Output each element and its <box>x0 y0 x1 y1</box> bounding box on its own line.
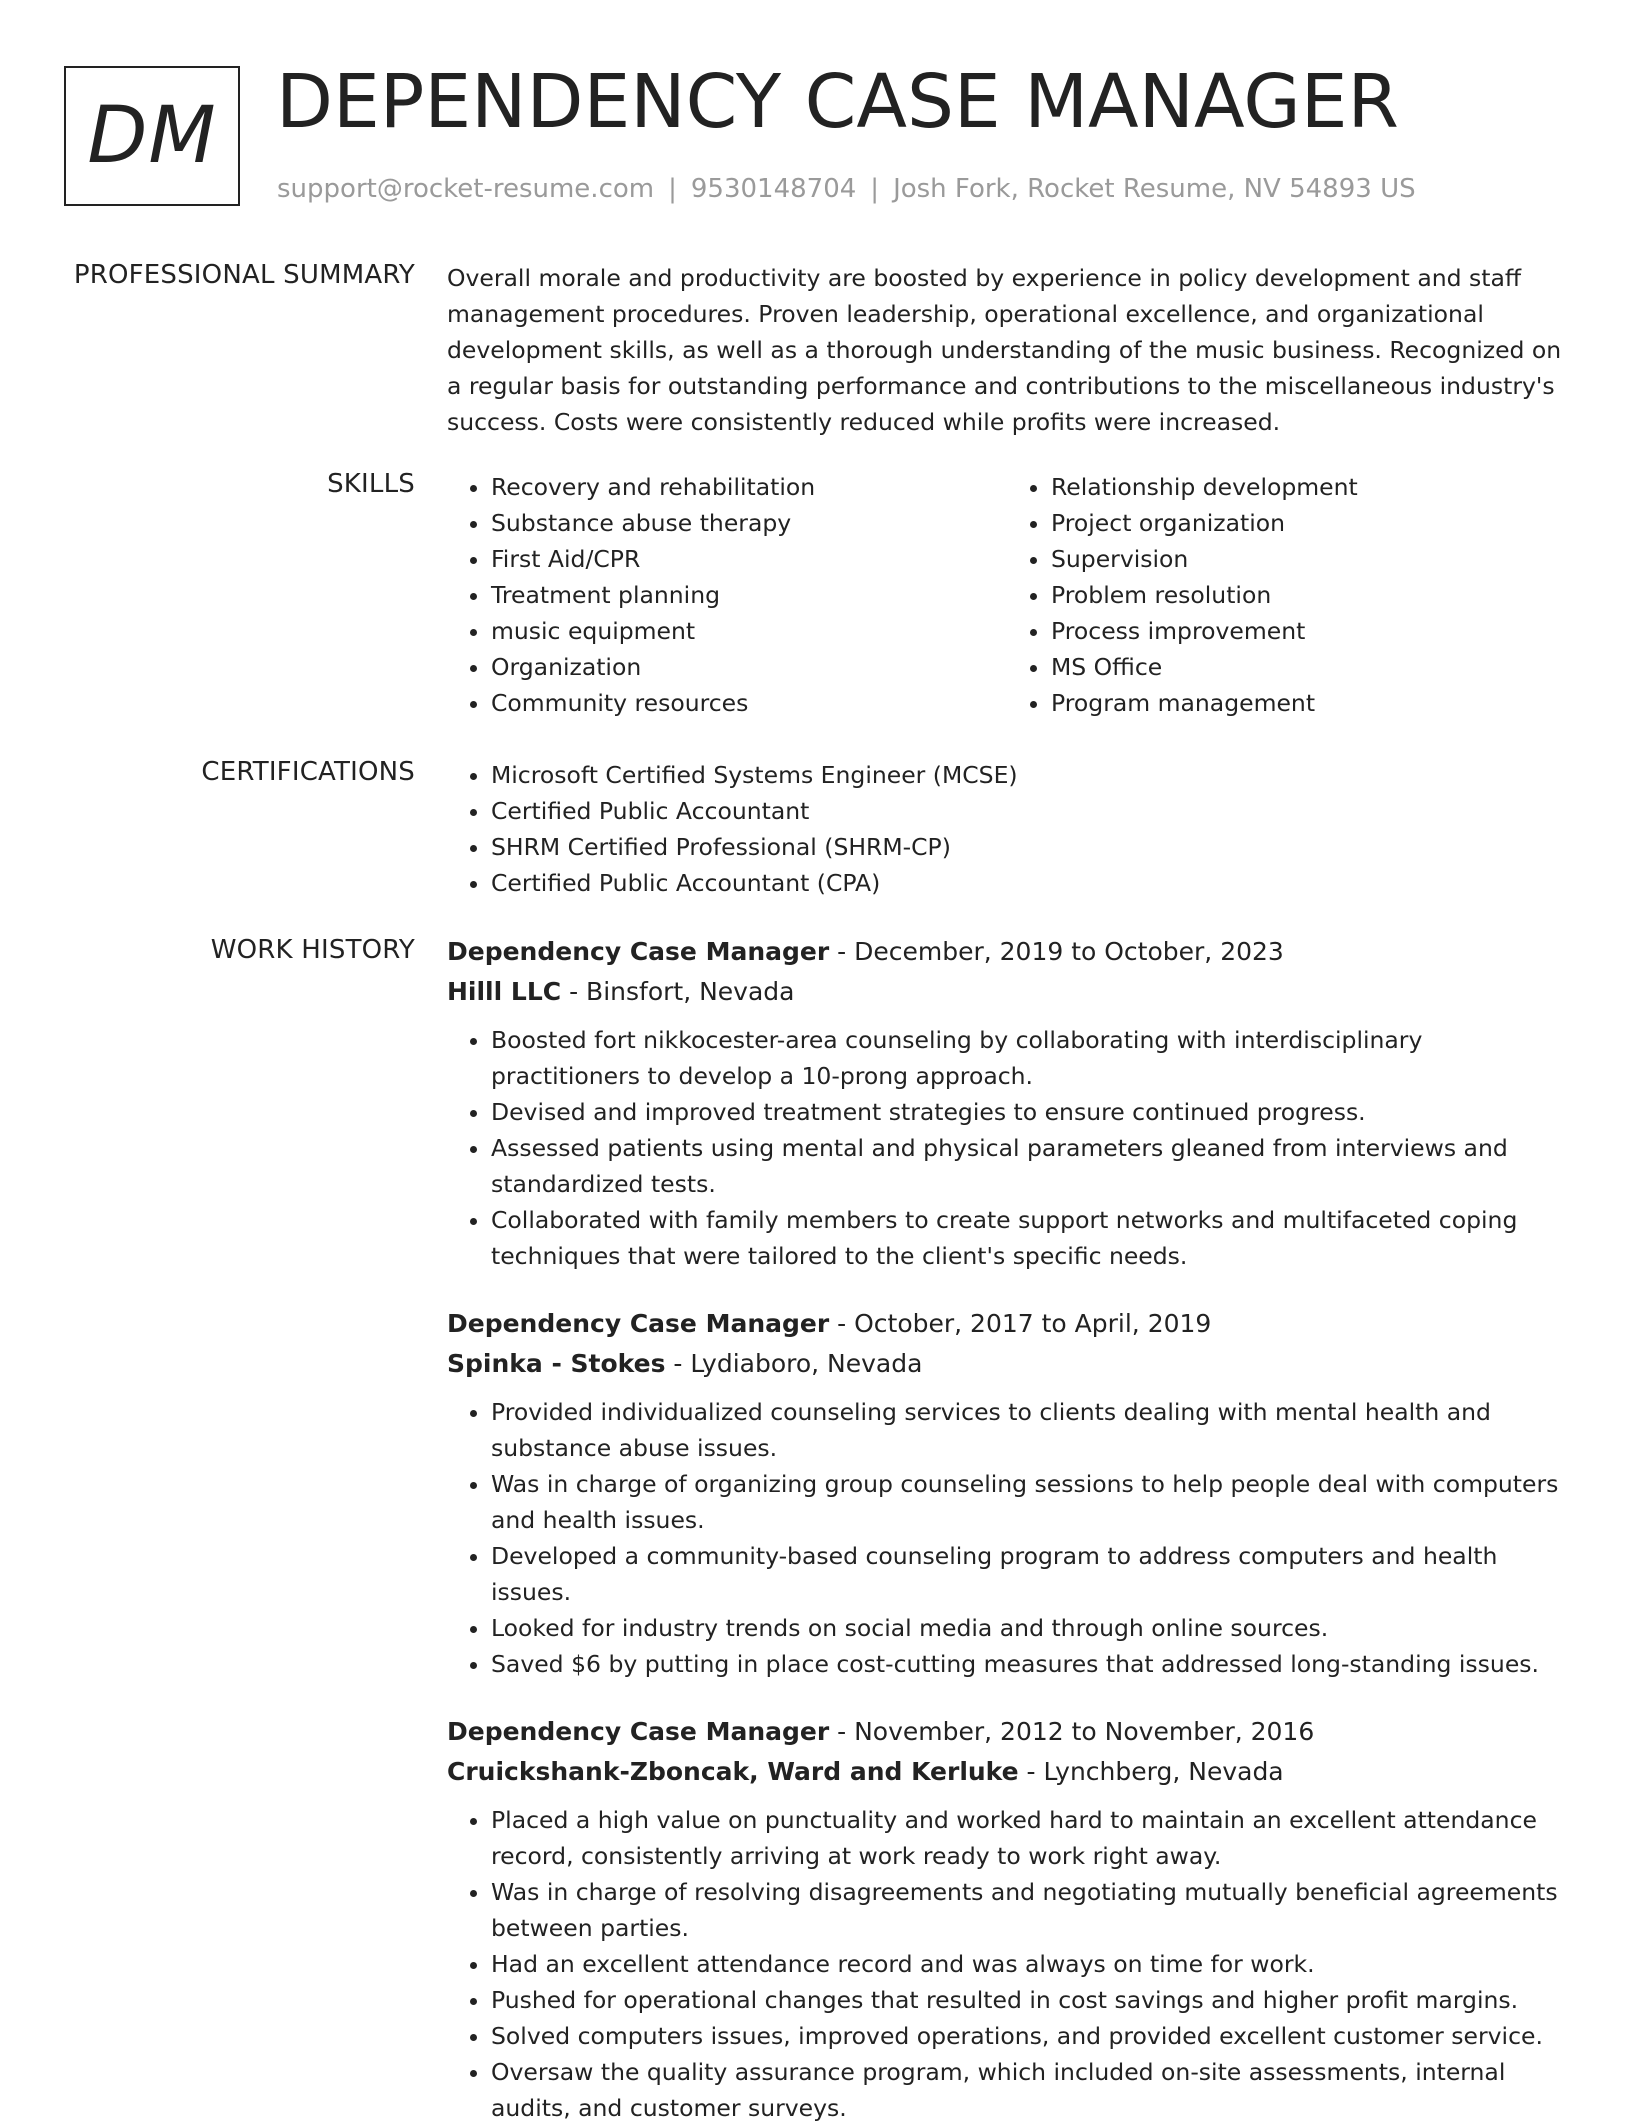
list-item: • Process improvement <box>1051 613 1567 649</box>
job-role: Dependency Case Manager <box>447 1309 830 1338</box>
section-title-work: WORK HISTORY <box>210 935 415 965</box>
list-item: • Treatment planning <box>491 577 1007 613</box>
skills-body <box>447 469 1567 721</box>
page-title: DEPENDENCY CASE MANAGER <box>276 59 1399 145</box>
section-title-summary: PROFESSIONAL SUMMARY <box>73 260 415 290</box>
job-location: Lydiaboro, Nevada <box>690 1349 923 1378</box>
list-item: • Boosted fort nikkocester-area counseling by collaborating with interdisciplinary practitioners to develop a 10-prong approach. <box>491 1022 1567 1094</box>
list-item: • Collaborated with family members to create support networks and multifaceted coping techniques that were tailored to the client's specific needs. <box>491 1202 1567 1274</box>
list-item: • Relationship development <box>1051 469 1567 505</box>
skills-list-left <box>447 469 1007 721</box>
job-company: Spinka - Stokes <box>447 1349 666 1378</box>
job-dates: December, 2019 to October, 2023 <box>854 937 1284 966</box>
list-item: • Oversaw the quality assurance program, which included on-site assessments, internal audits, and customer surveys. <box>491 2054 1567 2126</box>
job-role: Dependency Case Manager <box>447 937 830 966</box>
job-company: Hilll LLC <box>447 977 562 1006</box>
list-item: • Had an excellent attendance record and was always on time for work. <box>491 1946 1567 1982</box>
list-item: • Organization <box>491 649 1007 685</box>
list-item: • music equipment <box>491 613 1007 649</box>
list-item: • Looked for industry trends on social media and through online sources. <box>491 1610 1567 1646</box>
list-item: • Substance abuse therapy <box>491 505 1007 541</box>
job-bullets <box>447 1394 1567 1682</box>
summary-body <box>447 260 1567 440</box>
section-title-certifications: CERTIFICATIONS <box>201 757 415 787</box>
job-role-line: Dependency Case Manager - October, 2017 to April, 2019 <box>447 1309 1212 1338</box>
job-company-line: Spinka - Stokes - Lydiaboro, Nevada <box>447 1349 923 1378</box>
job-entry <box>447 1712 1567 2126</box>
list-item: • SHRM Certified Professional (SHRM-CP) <box>491 829 1567 865</box>
job-company: Cruickshank-Zboncak, Ward and Kerluke <box>447 1757 1019 1786</box>
job-location: Lynchberg, Nevada <box>1043 1757 1284 1786</box>
job-bullets <box>447 1022 1567 1274</box>
job-location: Binsfort, Nevada <box>586 977 795 1006</box>
list-item: • Certified Public Accountant <box>491 793 1567 829</box>
monogram-logo: DM <box>64 66 240 206</box>
list-item: • MS Office <box>1051 649 1567 685</box>
contact-line <box>277 174 1416 204</box>
job-role-line: Dependency Case Manager - December, 2019 to October, 2023 <box>447 937 1284 966</box>
phone-text: 9530148704 <box>690 174 857 204</box>
list-item: • Assessed patients using mental and physical parameters gleaned from interviews and standardized tests. <box>491 1130 1567 1202</box>
work-body <box>447 932 1567 2126</box>
separator: | <box>870 174 880 204</box>
certifications-body <box>447 757 1567 901</box>
certifications-list <box>447 757 1567 901</box>
job-role: Dependency Case Manager <box>447 1717 830 1746</box>
job-company-line: Hilll LLC - Binsfort, Nevada <box>447 977 795 1006</box>
list-item: • Provided individualized counseling services to clients dealing with mental health and substance abuse issues. <box>491 1394 1567 1466</box>
list-item: • Community resources <box>491 685 1007 721</box>
summary-text: Overall morale and productivity are boosted by experience in policy development and staff management procedures. Proven leadership, operational excellence, and organizational development skills, as well as a thorough understanding of the music business. Recognized on a regular basis for outstanding performance and contributions to the miscellaneous industry's success. Costs were consistently reduced while profits were increased. <box>447 264 1562 436</box>
job-bullets <box>447 1802 1567 2126</box>
list-item: • Supervision <box>1051 541 1567 577</box>
list-item: • Program management <box>1051 685 1567 721</box>
list-item: • Solved computers issues, improved operations, and provided excellent customer service. <box>491 2018 1567 2054</box>
job-entry <box>447 1304 1567 1682</box>
email-text: support@rocket-resume.com <box>277 174 655 204</box>
list-item: • Microsoft Certified Systems Engineer (MCSE) <box>491 757 1567 793</box>
address-text: Josh Fork, Rocket Resume, NV 54893 US <box>893 174 1416 204</box>
list-item: • Certified Public Accountant (CPA) <box>491 865 1567 901</box>
job-company-line: Cruickshank-Zboncak, Ward and Kerluke - Lynchberg, Nevada <box>447 1757 1284 1786</box>
job-dates: November, 2012 to November, 2016 <box>854 1717 1315 1746</box>
list-item: • Developed a community-based counseling program to address computers and health issues. <box>491 1538 1567 1610</box>
list-item: • Problem resolution <box>1051 577 1567 613</box>
skills-list-right <box>1007 469 1567 721</box>
list-item: • Saved $6 by putting in place cost-cutting measures that addressed long-standing issues. <box>491 1646 1567 1682</box>
job-entry <box>447 932 1567 1274</box>
job-role-line: Dependency Case Manager - November, 2012 to November, 2016 <box>447 1717 1315 1746</box>
list-item: • Was in charge of resolving disagreements and negotiating mutually beneficial agreements between parties. <box>491 1874 1567 1946</box>
list-item: • Recovery and rehabilitation <box>491 469 1007 505</box>
list-item: • Placed a high value on punctuality and worked hard to maintain an excellent attendance record, consistently arriving at work ready to work right away. <box>491 1802 1567 1874</box>
section-title-skills: SKILLS <box>327 469 415 499</box>
list-item: • Was in charge of organizing group counseling sessions to help people deal with computers and health issues. <box>491 1466 1567 1538</box>
list-item: • Devised and improved treatment strategies to ensure continued progress. <box>491 1094 1567 1130</box>
list-item: • Pushed for operational changes that resulted in cost savings and higher profit margins. <box>491 1982 1567 2018</box>
list-item: • Project organization <box>1051 505 1567 541</box>
list-item: • First Aid/CPR <box>491 541 1007 577</box>
separator: | <box>668 174 677 204</box>
job-dates: October, 2017 to April, 2019 <box>854 1309 1212 1338</box>
